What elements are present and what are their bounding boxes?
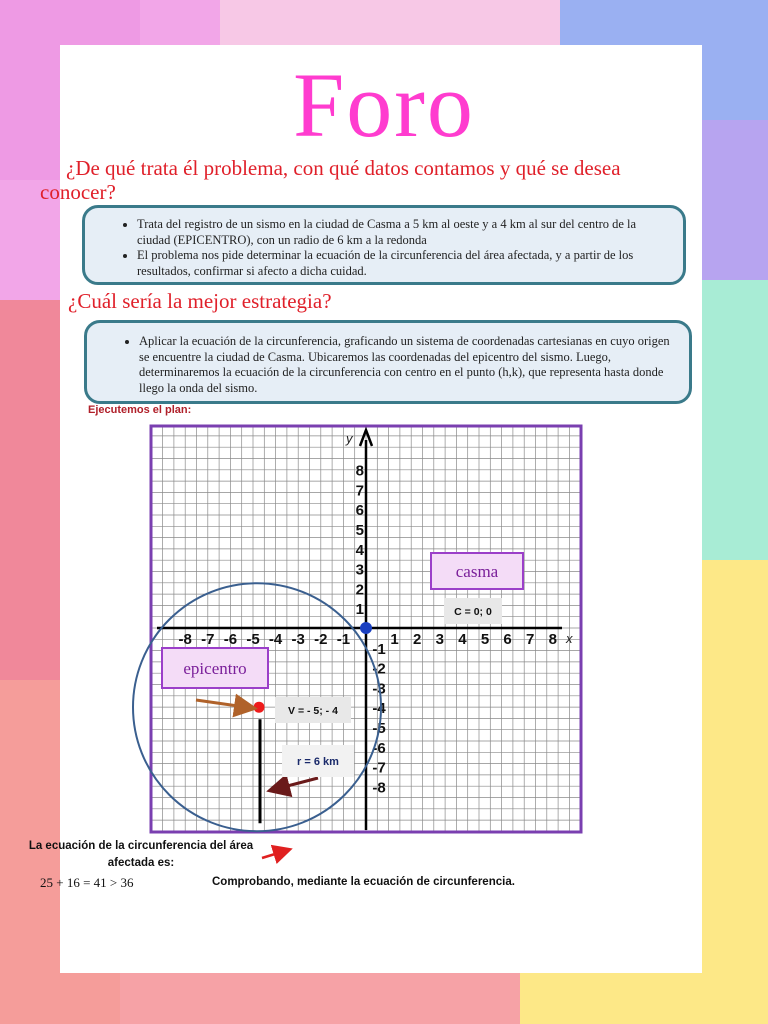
equation-check: 25 + 16 = 41 > 36 <box>40 875 134 890</box>
check-text: Comprobando, mediante la ecuación de circunferencia. <box>212 876 515 888</box>
list-item: • Trata del registro de un sismo en la ciudad de Casma a 5 km al oeste y a 4 km al sur del centro de la ciudad (EPICENTRO), con un radio de 6 km a la redonda <box>137 217 669 248</box>
casma-label: casma <box>455 562 499 581</box>
y-tick-label: -5 <box>372 720 386 737</box>
x-tick-label: 3 <box>435 631 444 648</box>
x-tick-label: 7 <box>526 631 535 648</box>
y-tick-label: 5 <box>355 522 364 539</box>
x-tick-label: 6 <box>503 631 512 648</box>
y-tick-label: -2 <box>372 660 386 678</box>
y-tick-label: 3 <box>355 561 364 579</box>
y-tick-label: -1 <box>372 640 386 658</box>
question-strategy: ¿Cuál sería la mejor estrategia? <box>68 289 332 313</box>
x-tick-label: -2 <box>314 631 328 648</box>
radius-label: r = 6 km <box>297 756 339 768</box>
x-tick-label: 8 <box>548 631 557 648</box>
x-tick-label: -8 <box>178 631 192 648</box>
x-tick-label: -5 <box>246 631 260 648</box>
x-axis-label: x <box>566 631 573 646</box>
equation-label: La ecuación de la circunferencia del área afectada es: <box>28 840 254 869</box>
epicenter-point <box>254 702 265 713</box>
x-tick-label: -3 <box>291 631 305 648</box>
y-tick-label: -4 <box>372 700 386 718</box>
y-axis-label: y <box>346 431 353 446</box>
y-tick-label: 4 <box>355 541 364 559</box>
plan-label: Ejecutemos el plan: <box>88 404 192 416</box>
y-tick-label: 2 <box>355 581 364 599</box>
question-problem: ¿De qué trata él problema, con qué datos contamos y qué se desea conocer? <box>40 156 621 204</box>
radius-arrow <box>272 778 318 790</box>
casma-coords: C = 0; 0 <box>454 606 492 618</box>
y-tick-label: -3 <box>372 680 386 698</box>
x-tick-label: 5 <box>480 631 490 648</box>
origin-point <box>360 622 372 634</box>
list-item: • El problema nos pide determinar la ecuación de la circunferencia del área afectada, y a partir de los resultados, confirmar si afecto a dicha cuidad. <box>137 248 669 279</box>
x-tick-label: -4 <box>268 631 283 648</box>
x-tick-label: 2 <box>413 631 422 648</box>
x-tick-label: -7 <box>201 631 215 648</box>
list-item: • Aplicar la ecuación de la circunferencia, graficando un sistema de coordenadas cartesianas en cuyo origen se encuentre la ciudad de Casma. Ubicaremos las coordenadas del epicentro del sismo. Luego, determinaremos la ecuación de la circunferencia con centro en el punto (h,k), que representa hasta donde llego la onda del sismo. <box>139 334 679 396</box>
y-tick-label: -8 <box>372 779 386 797</box>
y-tick-label: 6 <box>355 502 364 520</box>
y-tick-label: -7 <box>372 759 386 777</box>
y-tick-label: 1 <box>355 601 364 619</box>
x-tick-label: 1 <box>390 631 399 648</box>
epicentro-label: epicentro <box>183 659 247 678</box>
epicentro-coords: V = - 5; - 4 <box>288 705 338 717</box>
x-tick-label: -6 <box>223 631 238 648</box>
y-tick-label: 8 <box>355 462 364 480</box>
page-title: Foro <box>293 54 475 156</box>
y-tick-label: 7 <box>355 482 364 500</box>
y-tick-label: -6 <box>372 739 386 757</box>
x-tick-label: -1 <box>336 631 351 648</box>
x-tick-label: 4 <box>458 631 467 648</box>
